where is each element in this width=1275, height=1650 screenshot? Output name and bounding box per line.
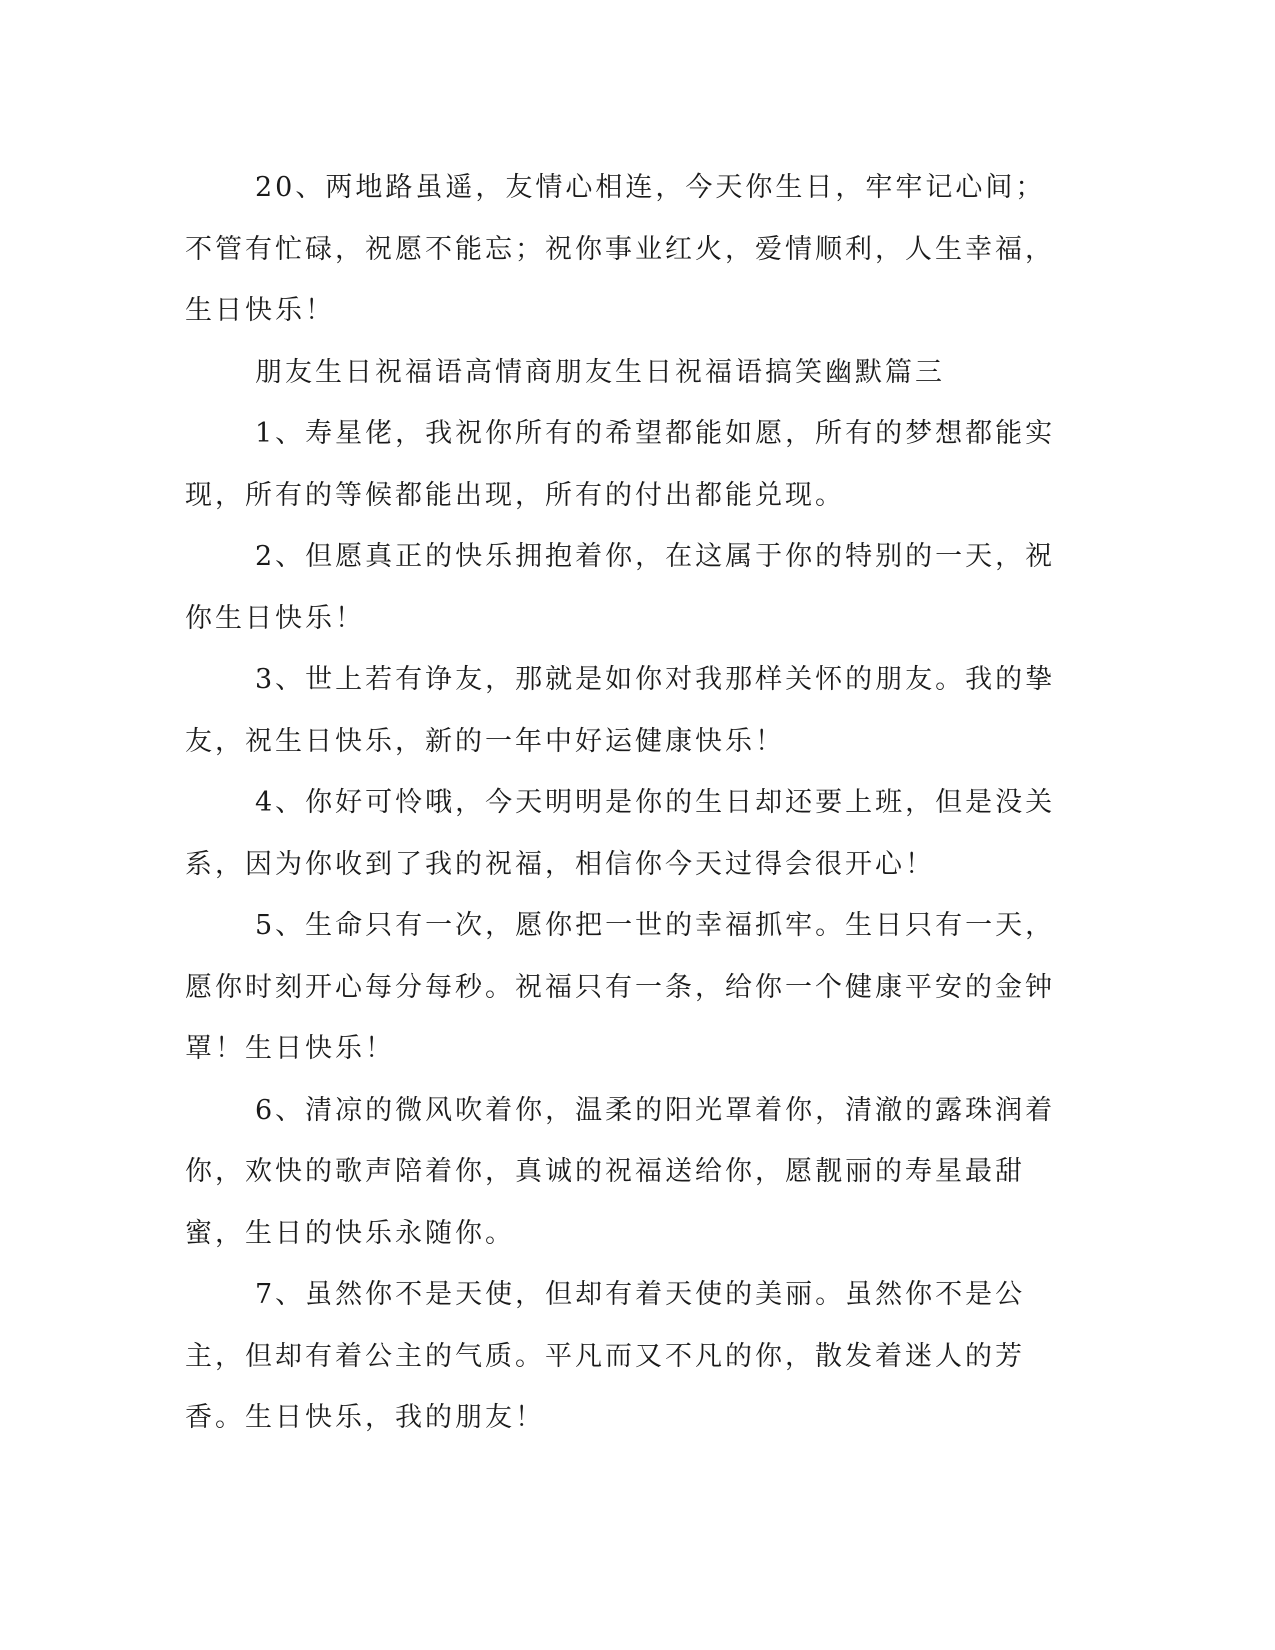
section-heading: 朋友生日祝福语高情商朋友生日祝福语搞笑幽默篇三 (255, 356, 945, 388)
intro-paragraph: 20、两地路虽遥，友情心相连，今天你生日，牢牢记心间；不管有忙碌，祝愿不能忘；祝你事业红火，爱情顺利，人生幸福，生日快乐！ (185, 172, 1055, 326)
paragraph-2: 2、但愿真正的快乐拥抱着你，在这属于你的特别的一天，祝你生日快乐！ (185, 541, 1056, 634)
document-body (185, 157, 1065, 1449)
paragraph-1: 1、寿星佬，我祝你所有的希望都能如愿，所有的梦想都能实现，所有的等候都能出现，所有的付出都能兑现。 (185, 418, 1056, 511)
paragraph-7: 7、虽然你不是天使，但却有着天使的美丽。虽然你不是公主，但却有着公主的气质。平凡而又不凡的你，散发着迷人的芳香。生日快乐，我的朋友！ (185, 1279, 1026, 1433)
paragraph-5: 5、生命只有一次，愿你把一世的幸福抓牢。生日只有一天，愿你时刻开心每分每秒。祝福只有一条，给你一个健康平安的金钟罩！生日快乐！ (185, 910, 1056, 1064)
paragraph-6: 6、清凉的微风吹着你，温柔的阳光罩着你，清澈的露珠润着你，欢快的歌声陪着你，真诚的祝福送给你，愿靓丽的寿星最甜蜜，生日的快乐永随你。 (185, 1094, 1056, 1249)
paragraph-4: 4、你好可怜哦，今天明明是你的生日却还要上班，但是没关系，因为你收到了我的祝福，相信你今天过得会很开心！ (185, 787, 1056, 880)
paragraph-3: 3、世上若有诤友，那就是如你对我那样关怀的朋友。我的挚友，祝生日快乐，新的一年中好运健康快乐！ (185, 664, 1056, 757)
